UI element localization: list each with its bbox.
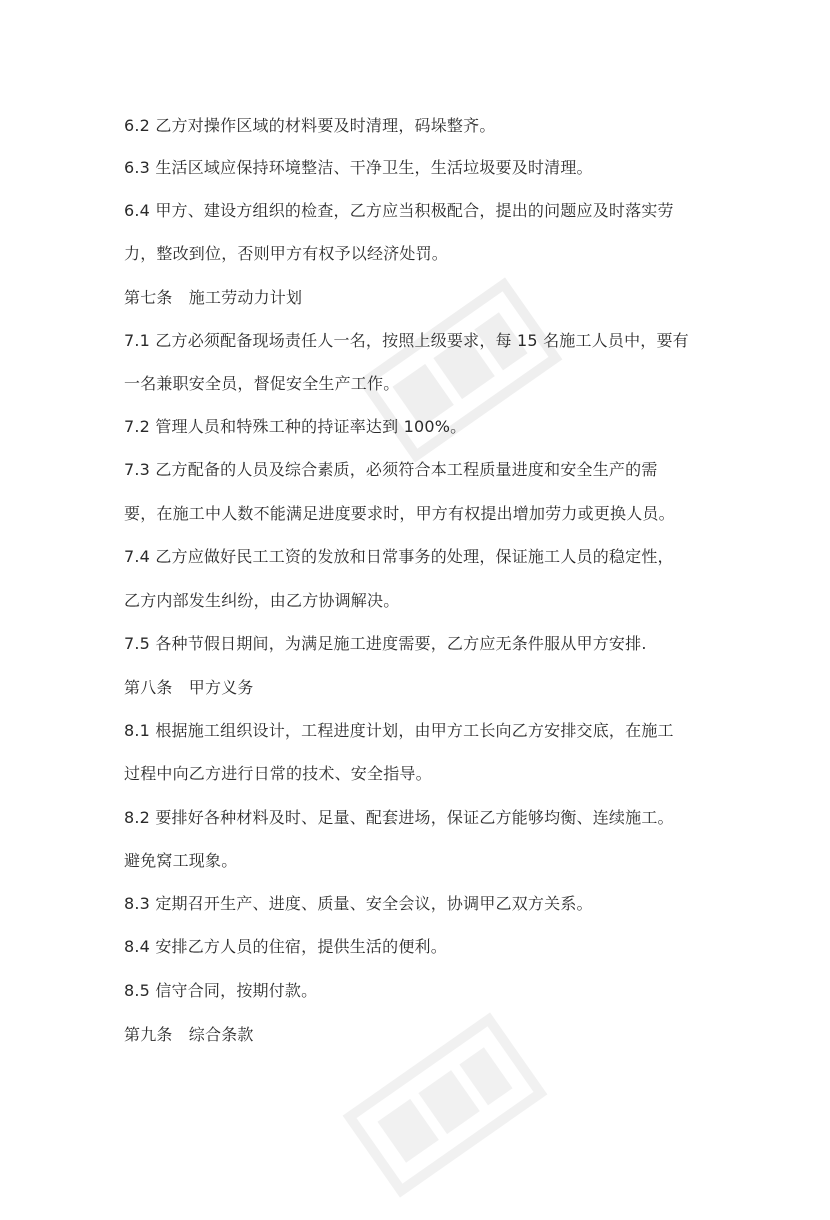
clause-8-4: 8.4 安排乙方人员的住宿，提供生活的便利。 [124,937,447,956]
clause-6-2: 6.2 乙方对操作区域的材料要及时清理，码垛整齐。 [124,116,496,135]
clause-7-1: 7.1 乙方必须配备现场责任人一名，按照上级要求，每 15 名施工人员中，要有 [124,331,689,350]
clause-6-3: 6.3 生活区域应保持环境整洁、干净卫生，生活垃圾要及时清理。 [124,158,593,177]
clause-8-2: 8.2 要排好各种材料及时、足量、配套进场，保证乙方能够均衡、连续施工。 [124,808,674,827]
clause-8-1: 8.1 根据施工组织设计，工程进度计划，由甲方工长向乙方安排交底，在施工 [124,721,674,740]
clause-7-2: 7.2 管理人员和特殊工种的持证率达到 100%。 [124,417,467,436]
clause-7-5: 7.5 各种节假日期间，为满足施工进度需要，乙方应无条件服从甲方安排. [124,634,647,653]
clause-7-4: 7.4 乙方应做好民工工资的发放和日常事务的处理，保证施工人员的稳定性， [124,547,674,566]
clause-6-4: 6.4 甲方、建设方组织的检查，乙方应当积极配合，提出的问题应及时落实劳 [124,201,674,220]
clause-7-4-cont: 乙方内部发生纠纷，由乙方协调解决。 [124,591,400,610]
clause-7-1-cont: 一名兼职安全员，督促安全生产工作。 [124,374,400,393]
clause-7-3-cont: 要，在施工中人数不能满足进度要求时，甲方有权提出增加劳力或更换人员。 [124,504,675,523]
clause-8-5: 8.5 信守合同，按期付款。 [124,981,318,1000]
section-heading-9: 第九条 综合条款 [124,1025,254,1044]
section-heading-8: 第八条 甲方义务 [124,678,254,697]
clause-8-3: 8.3 定期召开生产、进度、质量、安全会议，协调甲乙双方关系。 [124,894,593,913]
section-heading-7: 第七条 施工劳动力计划 [124,288,303,307]
clause-8-2-cont: 避免窝工现象。 [124,851,238,870]
clause-6-4-cont: 力，整改到位，否则甲方有权予以经济处罚。 [124,244,449,263]
clause-7-3: 7.3 乙方配备的人员及综合素质，必须符合本工程质量进度和安全生产的需 [124,460,658,479]
clause-8-1-cont: 过程中向乙方进行日常的技术、安全指导。 [124,764,432,783]
